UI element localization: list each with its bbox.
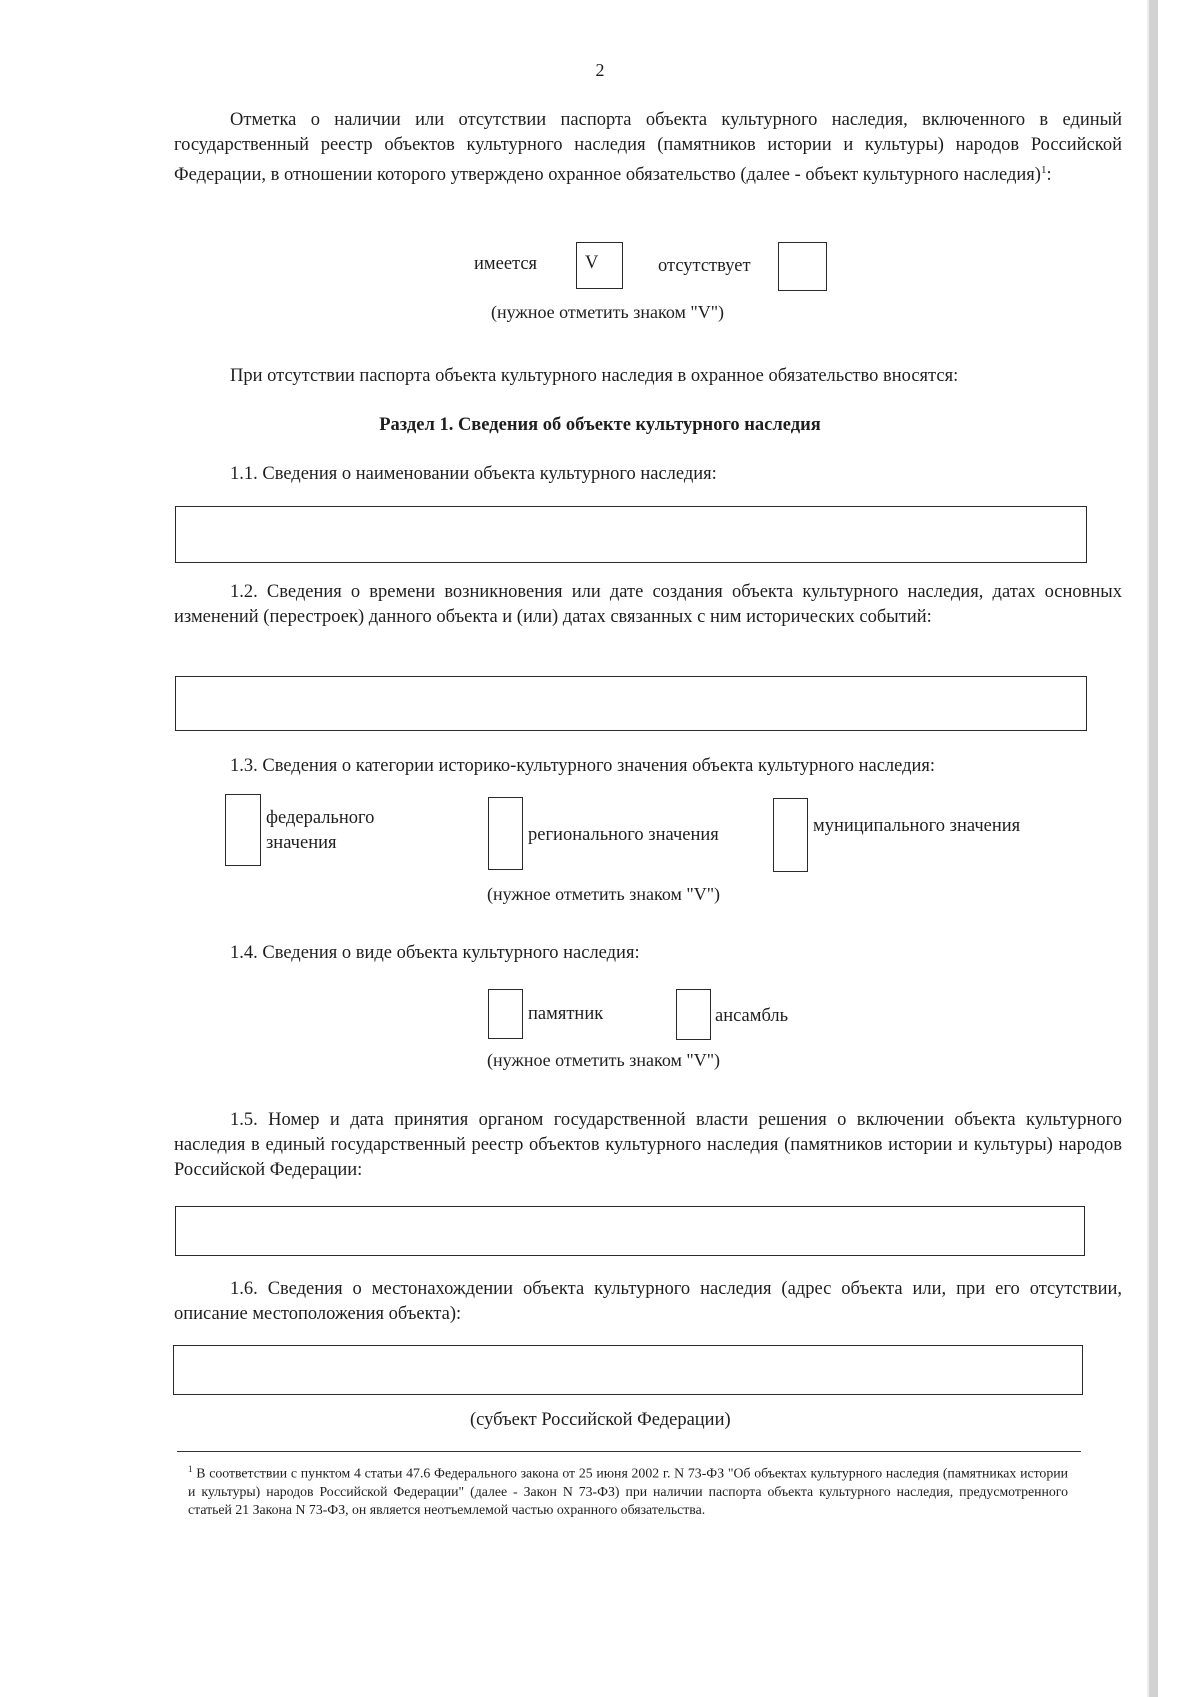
passport-absent-label: отсутствует bbox=[658, 256, 751, 276]
category-regional-checkbox[interactable] bbox=[488, 797, 523, 870]
item-1-6-field[interactable] bbox=[173, 1345, 1083, 1395]
footnote-separator bbox=[177, 1451, 1081, 1452]
scan-edge bbox=[1149, 0, 1158, 1697]
footnote-text: В соответствии с пунктом 4 статьи 47.6 Федерального закона от 25 июня 2002 г. N 73-ФЗ "Об объектах культурного наследия (памятниках истории и культуры) народов Российской Федерации" (далее - Закон N 73-ФЗ) при наличии паспорта объекта культурного наследия, предусмотренного статьей 21 Закона N 73-ФЗ, он является неотъемлемой частью охранного обязательства. bbox=[188, 1465, 1068, 1517]
category-hint: (нужное отметить знаком "V") bbox=[487, 884, 721, 904]
item-1-1-label: 1.1. Сведения о наименовании объекта культурного наследия: bbox=[230, 464, 717, 484]
type-monument-label: памятник bbox=[528, 1004, 604, 1024]
category-regional-label: регионального значения bbox=[528, 825, 719, 845]
passport-present-checkbox[interactable] bbox=[576, 242, 623, 289]
item-1-6-caption: (субъект Российской Федерации) bbox=[470, 1410, 731, 1430]
section1-title: Раздел 1. Сведения об объекте культурного наследия bbox=[379, 415, 821, 435]
type-ensemble-checkbox[interactable] bbox=[676, 989, 711, 1040]
category-municipal-checkbox[interactable] bbox=[773, 798, 808, 872]
type-ensemble-label: ансамбль bbox=[715, 1006, 789, 1026]
passport-absent-checkbox[interactable] bbox=[778, 242, 827, 291]
item-1-4-label: 1.4. Сведения о виде объекта культурного наследия: bbox=[230, 943, 640, 963]
type-monument-checkbox[interactable] bbox=[488, 989, 523, 1039]
passport-hint: (нужное отметить знаком "V") bbox=[491, 302, 725, 322]
category-federal-line2: значения bbox=[266, 833, 337, 853]
page-number: 2 bbox=[595, 60, 605, 80]
footnote-marker: 1 bbox=[188, 1464, 193, 1474]
scan-edge-shadow bbox=[1147, 0, 1149, 1697]
footnote bbox=[188, 1460, 1068, 1519]
footnote-ref: 1 bbox=[1040, 164, 1047, 176]
intro-suffix: : bbox=[1046, 165, 1052, 186]
item-1-1-field[interactable] bbox=[175, 506, 1087, 563]
category-federal-label bbox=[266, 806, 374, 856]
item-1-6-label: 1.6. Сведения о местонахождении объекта культурного наследия (адрес объекта или, при его отсутствии, описание местоположения объекта): bbox=[174, 1279, 1122, 1324]
item-1-5-field[interactable] bbox=[175, 1206, 1085, 1256]
item-1-2-label: 1.2. Сведения о времени возникновения или дате создания объекта культурного наследия, датах основных изменений (перестроек) данного объекта и (или) датах связанных с ним исторических событий: bbox=[174, 582, 1122, 627]
category-municipal-label: муниципального значения bbox=[813, 816, 1021, 836]
item-1-5-label: 1.5. Номер и дата принятия органом государственной власти решения о включении объекта культурного наследия в единый государственный реестр объектов культурного наследия (памятников истории и культуры) народов Российской Федерации: bbox=[174, 1110, 1122, 1180]
category-federal-line1: федерального bbox=[266, 808, 375, 828]
intro-paragraph bbox=[174, 108, 1122, 188]
category-federal-checkbox[interactable] bbox=[225, 794, 261, 866]
item-1-2-field[interactable] bbox=[175, 676, 1087, 731]
absence-note: При отсутствии паспорта объекта культурного наследия в охранное обязательство вносятся: bbox=[230, 366, 959, 386]
passport-present-label: имеется bbox=[474, 254, 538, 274]
passport-present-mark: V bbox=[585, 253, 599, 273]
item-1-3-label: 1.3. Сведения о категории историко-культурного значения объекта культурного наследия: bbox=[230, 756, 936, 776]
type-hint: (нужное отметить знаком "V") bbox=[487, 1050, 721, 1070]
intro-text: Отметка о наличии или отсутствии паспорта объекта культурного наследия, включенного в единый государственный реестр объектов культурного наследия (памятников истории и культуры) народов Российской Федерации, в отношении которого утверждено охранное обязательство (далее - объект культурного наследия) bbox=[174, 110, 1122, 186]
